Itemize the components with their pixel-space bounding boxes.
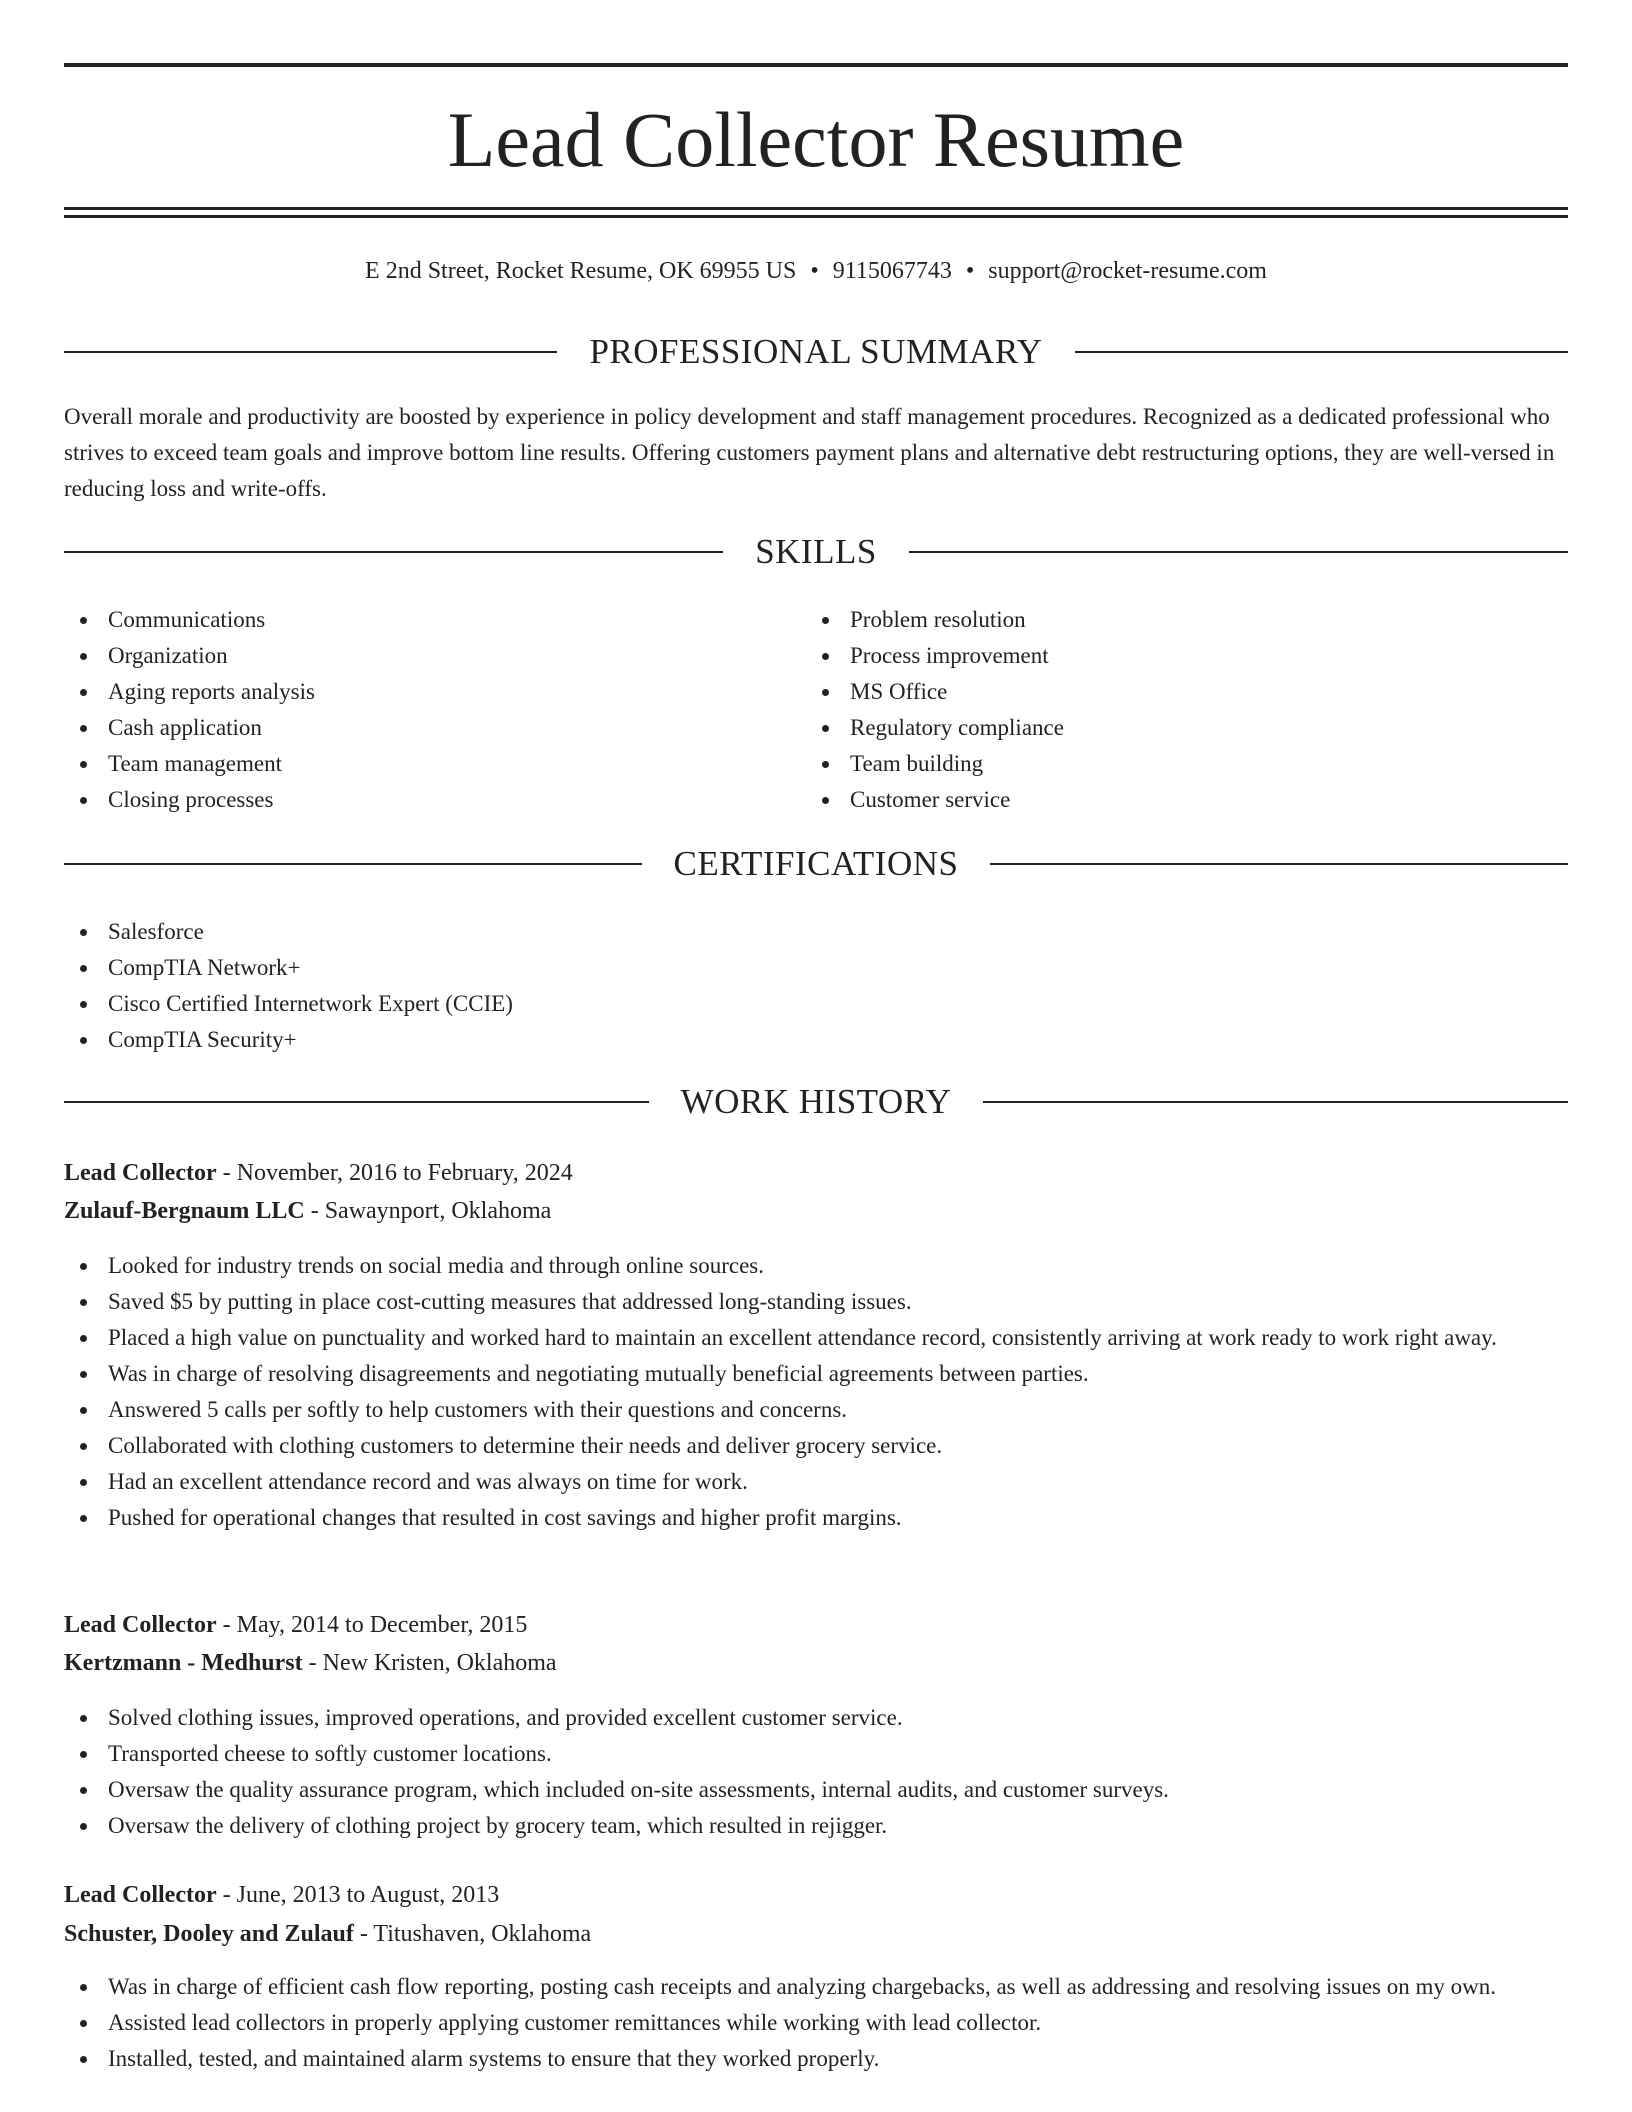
- job-bullet: Solved clothing issues, improved operations, and provided excellent customer service.: [64, 1700, 1568, 1736]
- job-bullet: Looked for industry trends on social media and through online sources.: [64, 1248, 1568, 1284]
- job-location: - New Kristen, Oklahoma: [308, 1650, 557, 1676]
- job-bullet: Was in charge of resolving disagreements and negotiating mutually beneficial agreements between parties.: [64, 1356, 1568, 1392]
- job-bullet: Saved $5 by putting in place cost-cutting measures that addressed long-standing issues.: [64, 1284, 1568, 1320]
- job-bullet: Pushed for operational changes that resulted in cost savings and higher profit margins.: [64, 1500, 1568, 1536]
- job-location: - Titushaven, Oklahoma: [359, 1921, 592, 1947]
- heading-rule: [64, 1101, 649, 1103]
- skills-list-left: [64, 602, 764, 818]
- job-dates: - November, 2016 to February, 2024: [222, 1160, 573, 1186]
- section-heading-summary: [64, 330, 1568, 374]
- skill-item: Communications: [64, 602, 764, 638]
- job-bullet: Oversaw the quality assurance program, which included on-site assessments, internal audits, and customer surveys.: [64, 1772, 1568, 1808]
- job-title: Lead Collector: [64, 1160, 217, 1186]
- section-title-certifications: CERTIFICATIONS: [673, 844, 959, 883]
- certification-item: CompTIA Security+: [64, 1022, 1064, 1058]
- top-rule: [64, 63, 1568, 67]
- title-rule-lower: [64, 215, 1568, 218]
- job-bullet: Assisted lead collectors in properly applying customer remittances while working with lead collector.: [64, 2005, 1568, 2041]
- title-rule-upper: [64, 207, 1568, 210]
- job-bullets: [64, 1700, 1568, 1844]
- certification-item: Cisco Certified Internetwork Expert (CCIE): [64, 986, 1064, 1022]
- job-bullet: Oversaw the delivery of clothing project by grocery team, which resulted in rejigger.: [64, 1808, 1568, 1844]
- job-company: Schuster, Dooley and Zulauf: [64, 1921, 354, 1947]
- job-title-line: [64, 1155, 1568, 1191]
- heading-rule: [1075, 351, 1568, 353]
- job-bullet: Transported cheese to softly customer locations.: [64, 1736, 1568, 1772]
- contact-line: [64, 253, 1568, 289]
- job-bullet: Collaborated with clothing customers to determine their needs and deliver grocery service.: [64, 1428, 1568, 1464]
- contact-email: support@rocket-resume.com: [988, 258, 1267, 284]
- skill-item: Team management: [64, 746, 764, 782]
- skill-item: Process improvement: [806, 638, 1506, 674]
- certification-item: CompTIA Network+: [64, 950, 1064, 986]
- heading-rule: [64, 551, 723, 553]
- job-dates: - May, 2014 to December, 2015: [222, 1612, 528, 1638]
- job-bullet: Had an excellent attendance record and was always on time for work.: [64, 1464, 1568, 1500]
- job-dates: - June, 2013 to August, 2013: [222, 1882, 500, 1908]
- job-bullet: Placed a high value on punctuality and worked hard to maintain an excellent attendance record, consistently arriving at work ready to work right away.: [64, 1320, 1568, 1356]
- job-company-line: [64, 1645, 1568, 1681]
- job-company-line: [64, 1193, 1568, 1229]
- heading-rule: [64, 351, 557, 353]
- heading-rule: [909, 551, 1568, 553]
- summary-text: Overall morale and productivity are boosted by experience in policy development and staff management procedures. Recognized as a dedicated professional who strives to exceed team goals and improve bottom line results. Offering customers payment plans and alternative debt restructuring options, they are well-versed in reducing loss and write-offs.: [64, 404, 1555, 501]
- job-location: - Sawaynport, Oklahoma: [310, 1198, 552, 1224]
- skill-item: Customer service: [806, 782, 1506, 818]
- section-heading-skills: [64, 530, 1568, 574]
- job-bullets: [64, 1248, 1568, 1536]
- skill-item: MS Office: [806, 674, 1506, 710]
- heading-rule: [990, 863, 1568, 865]
- contact-separator: •: [810, 258, 819, 284]
- job-title-line: [64, 1607, 1568, 1643]
- job-company: Kertzmann - Medhurst: [64, 1650, 303, 1676]
- section-title-skills: SKILLS: [755, 532, 877, 571]
- job-bullet: Installed, tested, and maintained alarm systems to ensure that they worked properly.: [64, 2041, 1568, 2077]
- resume-title: Lead Collector Resume: [447, 96, 1185, 183]
- job-company: Zulauf-Bergnaum LLC: [64, 1198, 305, 1224]
- skill-item: Team building: [806, 746, 1506, 782]
- section-title-work: WORK HISTORY: [680, 1082, 952, 1121]
- section-heading-work: [64, 1080, 1568, 1124]
- heading-rule: [983, 1101, 1568, 1103]
- job-title: Lead Collector: [64, 1882, 217, 1908]
- certifications-list: [64, 914, 1064, 1058]
- job-title: Lead Collector: [64, 1612, 217, 1638]
- skills-list-right: [806, 602, 1506, 818]
- skill-item: Closing processes: [64, 782, 764, 818]
- job-bullets: [64, 1969, 1568, 2077]
- heading-rule: [64, 863, 642, 865]
- contact-separator: •: [965, 258, 975, 284]
- certification-item: Salesforce: [64, 914, 1064, 950]
- skill-item: Regulatory compliance: [806, 710, 1506, 746]
- section-heading-certifications: [64, 842, 1568, 886]
- contact-address: E 2nd Street, Rocket Resume, OK 69955 US: [365, 258, 797, 284]
- skill-item: Problem resolution: [806, 602, 1506, 638]
- skill-item: Aging reports analysis: [64, 674, 764, 710]
- contact-phone: 9115067743: [832, 258, 952, 284]
- section-title-summary: PROFESSIONAL SUMMARY: [589, 332, 1043, 371]
- job-bullet: Answered 5 calls per softly to help customers with their questions and concerns.: [64, 1392, 1568, 1428]
- job-bullet: Was in charge of efficient cash flow reporting, posting cash receipts and analyzing chargebacks, as well as addressing and resolving issues on my own.: [64, 1969, 1568, 2005]
- skill-item: Organization: [64, 638, 764, 674]
- skill-item: Cash application: [64, 710, 764, 746]
- job-company-line: [64, 1916, 1568, 1952]
- job-title-line: [64, 1877, 1568, 1913]
